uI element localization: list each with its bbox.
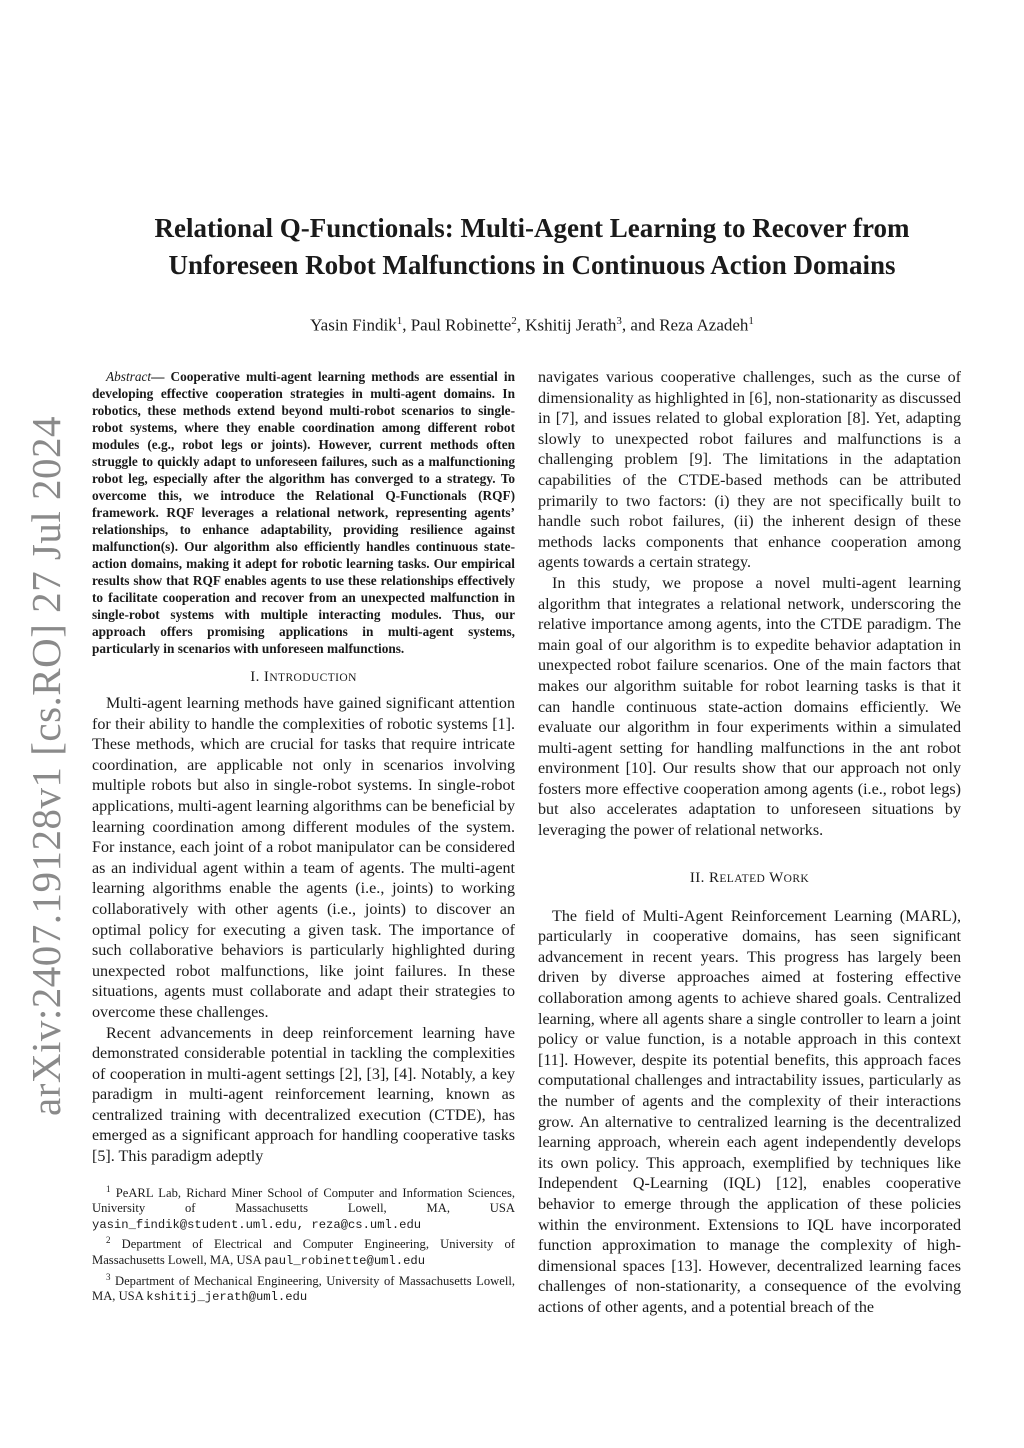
author-affiliation-mark: 1 bbox=[748, 315, 754, 327]
footnote-3 bbox=[92, 1270, 515, 1306]
heading-initial: I bbox=[263, 669, 270, 685]
right-column bbox=[538, 368, 961, 1319]
paper-title bbox=[100, 210, 964, 284]
intro-paragraph-3: In this study, we propose a novel multi-agent learning algorithm that integrates a relational network, underscoring the relative importance among agents, into the CTDE paradigm. The main goal of our algorithm is to expedite behavior adaptation in unexpected robot failure scenarios. One of the main factors that makes our algorithm suitable for robot learning tasks is that it can handle continuous state-action domains efficiently. We evaluate our algorithm in four experiments within a simulated multi-agent setting for handling malfunctions in the ant robot environment [10]. Our results show that our approach not only fosters more effective cooperation among agents (i.e., robot legs) but also accelerates adaptation to unforeseen situations by leveraging the power of relational networks. bbox=[538, 574, 961, 840]
author-name: Kshitij Jerath bbox=[525, 315, 617, 335]
intro-paragraph-2-continued: navigates various cooperative challenges, such as the curse of dimensionality as highlighted in [6], non-stationarity as discussed in [7], and issues related to global exploration [8]. Yet, adapting slowly to unexpected robot failures and malfunctions is a challenging problem [9]. The limitations in the adaptation capabilities of the CTDE-based methods can be attributed primarily to two factors: (i) they are not specifically built to handle such robot failures, (ii) the inherent design of these methods lacks components that enhance cooperation among agents towards a certain strategy. bbox=[538, 369, 961, 572]
arxiv-identifier-stamp bbox=[16, 415, 76, 1117]
title-line-2: Unforeseen Robot Malfunctions in Continuous Action Domains bbox=[168, 250, 896, 280]
footnote-text: PeARL Lab, Richard Miner School of Computer and Information Sciences, University of Massachusetts Lowell, MA, USA bbox=[92, 1185, 515, 1216]
author-separator: , bbox=[402, 315, 411, 335]
footnote-1 bbox=[92, 1182, 515, 1234]
section-numeral: I. bbox=[250, 669, 260, 685]
abstract-label: Abstract bbox=[106, 369, 152, 384]
footnote-email: yasin_findik@student.uml.edu, reza@cs.uml.edu bbox=[92, 1217, 422, 1232]
author-separator: , bbox=[516, 315, 526, 335]
heading-smallcaps: ORK bbox=[783, 872, 810, 885]
footnote-mark: 1 bbox=[106, 1183, 111, 1194]
heading-initial: R bbox=[708, 869, 720, 886]
left-column bbox=[92, 368, 515, 1306]
intro-paragraph-2: Recent advancements in deep reinforcement learning have demonstrated considerable potential in tackling the complexities of cooperation in multi-agent settings [2], [3], [4]. Notably, a key paradigm in multi-agent reinforcement learning, known as centralized training with decentralized execution (CTDE), has emerged as a significant approach for handling cooperative tasks [5]. This paradigm adeptly bbox=[92, 1024, 515, 1166]
section-heading-introduction bbox=[92, 669, 515, 686]
author-name: Reza Azadeh bbox=[659, 315, 749, 335]
footnote-mark: 2 bbox=[106, 1235, 111, 1246]
author-affiliation-mark: 3 bbox=[616, 315, 622, 327]
author-affiliation-mark: 1 bbox=[396, 315, 403, 327]
footnotes bbox=[92, 1182, 515, 1306]
abstract bbox=[92, 368, 515, 657]
author-affiliation-mark: 2 bbox=[511, 315, 517, 327]
footnote-text: Department of Electrical and Computer Engineering, University of Massachusetts Lowell, MA, USA bbox=[92, 1237, 515, 1268]
author-name: Yasin Findik bbox=[310, 315, 397, 335]
heading-smallcaps: NTRODUCTION bbox=[269, 672, 357, 684]
abstract-text: — Cooperative multi-agent learning methods are essential in developing effective cooperation strategies in multi-agent domains. In robotics, these methods extend beyond multi-robot scenarios to single-robot systems, where they enable coordination among different robot modules (e.g., robot legs or joints). However, current methods often struggle to quickly adapt to unforeseen failures, such as a malfunctioning robot leg, especially after the algorithm has converged to a strategy. To overcome this, we introduce the Relational Q-Functionals (RQF) framework. RQF leverages a relational network, representing agents’ relationships, to enhance adaptability, providing resilience against malfunction(s). Our algorithm also efficiently handles continuous state-action domains, making it adept for robotic learning tasks. Our empirical results show that RQF enables agents to use these relationships effectively to facilitate cooperation and recover from an unexpected malfunction in single-robot systems with multiple interacting modules. Thus, our approach offers promising applications in multi-agent systems, particularly in scenarios with unforeseen malfunctions. bbox=[92, 369, 515, 656]
footnote-email: paul_robinette@uml.edu bbox=[264, 1254, 426, 1269]
related-work-paragraph-1: The field of Multi-Agent Reinforcement Learning (MARL), particularly in cooperative domains, has seen significant advancement in recent years. This progress has largely been driven by diverse approaches aimed at fostering effective collaboration among agents to achieve shared goals. Centralized learning, where all agents share a single controller to learn a joint policy or value function, is a notable approach in this context [11]. However, despite its potential benefits, this approach faces computational challenges and intractability issues, particularly as the number of agents and the complexity of their interactions grow. An alternative to centralized learning is the decentralized learning approach, wherein each agent independently develops its own policy. This approach, exemplified by techniques like Independent Q-Learning (IQL) [12], enables cooperative behavior to emerge through the application of these policies within the environment. Extensions to IQL have incorporated function approximation to manage the complexity of high-dimensional spaces [13]. However, decentralized learning faces challenges of non-stationarity, a consequence of the evolving actions of other agents, and a potential breach of the bbox=[538, 907, 961, 1316]
footnote-2 bbox=[92, 1233, 515, 1269]
section-heading-related-work bbox=[538, 870, 961, 887]
heading-initial: W bbox=[769, 869, 784, 886]
author-separator: , and bbox=[621, 315, 660, 335]
heading-smallcaps: ELATED bbox=[719, 872, 766, 885]
footnote-text: Department of Mechanical Engineering, University of Massachusetts Lowell, MA, USA bbox=[92, 1273, 515, 1304]
footnote-email: kshitij_jerath@uml.edu bbox=[146, 1290, 308, 1305]
section-numeral: II. bbox=[689, 869, 705, 886]
author-list bbox=[100, 309, 964, 338]
footnote-mark: 3 bbox=[106, 1271, 111, 1282]
arxiv-identifier-text: arXiv:2407.19128v1 [cs.RO] 27 Jul 2024 bbox=[23, 415, 70, 1117]
intro-paragraph-1: Multi-agent learning methods have gained significant attention for their ability to handle the complexities of robotic systems [1]. These methods, which are crucial for tasks that require intricate coordination, are applicable not only in scenarios involving multiple robots but also in single-robot systems. In single-robot applications, multi-agent learning algorithms can be beneficial by learning coordination among different modules of the system. For instance, each joint of a robot manipulator can be considered as an individual agent within a team of agents. The multi-agent learning algorithms enable the agents (i.e., joints) to working collaboratively with other agents (i.e., joints) to discover an optimal policy for executing a given task. The importance of such collaborative behaviors is particularly highlighted during unexpected robot malfunctions, like joint failures. In these situations, agents must collaborate and adapt their strategies to overcome these challenges. bbox=[92, 695, 515, 1021]
title-line-1: Relational Q-Functionals: Multi-Agent Learning to Recover from bbox=[154, 213, 910, 243]
author-name: Paul Robinette bbox=[410, 315, 512, 335]
